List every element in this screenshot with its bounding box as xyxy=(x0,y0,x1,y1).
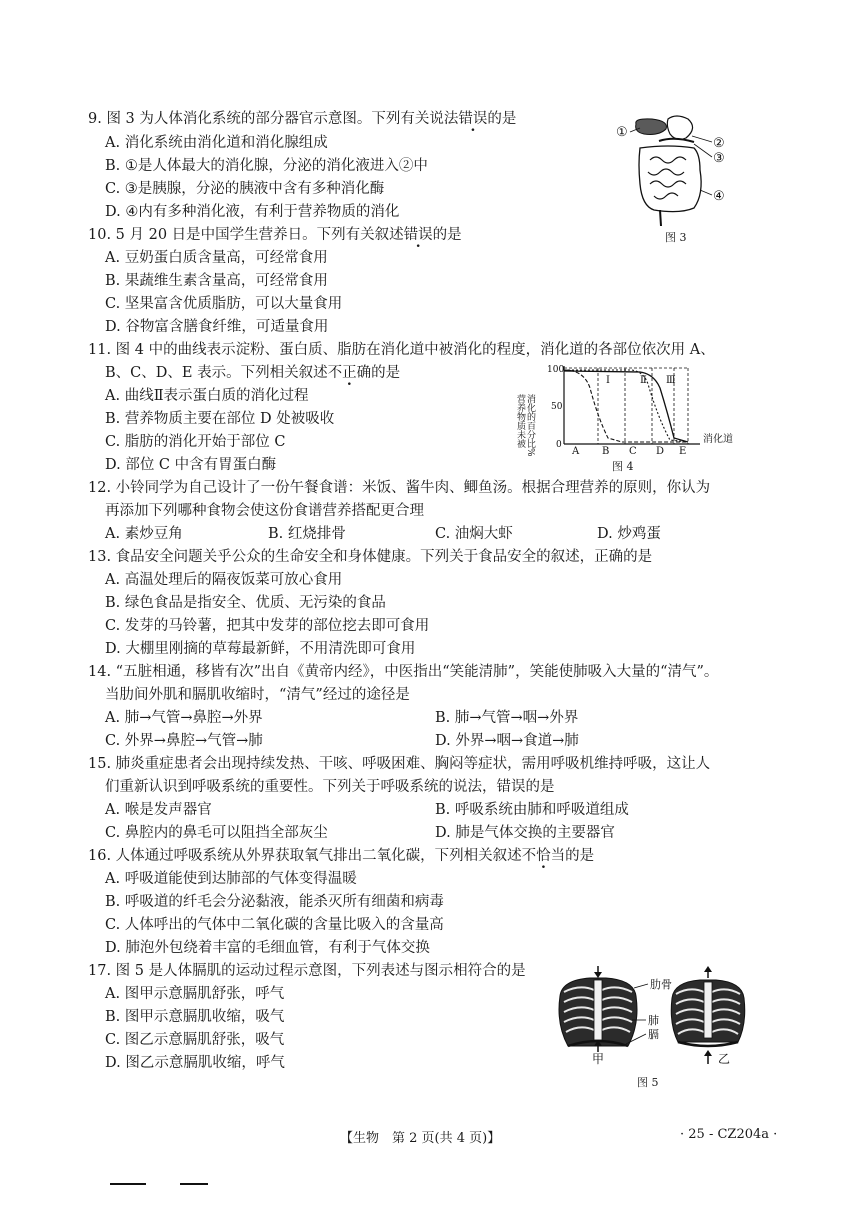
q9-emph-dot: 错误 xyxy=(458,111,488,127)
q17-option-c: C. 图乙示意膈肌舒张，吸气 xyxy=(105,1032,285,1048)
q15-stem-line2: 们重新认识到呼吸系统的重要性。下列关于呼吸系统的说法，错误的是 xyxy=(105,779,555,795)
ribcage-jia xyxy=(559,966,637,1052)
figure-3-digestive-system xyxy=(614,114,734,242)
q17-option-a: A. 图甲示意膈肌舒张，呼气 xyxy=(105,986,285,1002)
figure-4-digestion-curves xyxy=(512,358,752,470)
q11-option-d: D. 部位 C 中含有胃蛋白酶 xyxy=(105,457,277,473)
fig4-curve-label-1: Ⅰ xyxy=(606,375,610,386)
fig5-label-lung: 肺 xyxy=(648,1014,659,1027)
q14-stem-line1: 14. “五脏相通，移皆有次”出自《黄帝内经》，中医指出“笑能清肺”，笑能使肺吸入大量的“清气”。 xyxy=(88,664,719,680)
q9-option-a: A. 消化系统由消化道和消化腺组成 xyxy=(105,135,328,151)
q15-option-b: B. 呼吸系统由肺和呼吸道组成 xyxy=(435,802,629,818)
q9-option-d: D. ④内有多种消化液，有利于营养物质的消化 xyxy=(105,204,400,220)
q9-option-c: C. ③是胰腺，分泌的胰液中含有多种消化酶 xyxy=(105,181,385,197)
q14-option-d: D. 外界→咽→食道→肺 xyxy=(435,733,579,749)
q14-stem-line2: 当肋间外肌和膈肌收缩时，“清气”经过的途径是 xyxy=(105,687,410,703)
fig4-x-b: B xyxy=(602,446,610,457)
fig3-label-3: ③ xyxy=(713,151,725,166)
fig3-label-1: ① xyxy=(616,125,628,140)
q17-option-d: D. 图乙示意膈肌收缩，呼气 xyxy=(105,1055,285,1071)
fig5-label-diaphragm: 膈 xyxy=(648,1028,659,1041)
figure-4-caption: 图 4 xyxy=(612,460,634,473)
q10-option-a: A. 豆奶蛋白质含量高，可经常食用 xyxy=(105,250,328,266)
fig4-x-a: A xyxy=(572,446,580,457)
scan-mark-right xyxy=(180,1183,208,1185)
fig4-ylabel-2: 消化的百分比% xyxy=(525,394,535,457)
fig4-curve-label-2: Ⅱ xyxy=(640,375,647,386)
q13-stem: 13. 食品安全问题关乎公众的生命安全和身体健康。下列关于食品安全的叙述，正确的是 xyxy=(88,549,653,565)
figure-5-diaphragm xyxy=(550,966,765,1066)
q11-option-a: A. 曲线Ⅱ表示蛋白质的消化过程 xyxy=(105,388,309,404)
footer-code: · 25 - CZ204a · xyxy=(680,1127,778,1142)
fig5-label-yi: 乙 xyxy=(718,1052,731,1066)
q12-stem-line2: 再添加下列哪种食物会使这份食谱营养搭配更合理 xyxy=(105,503,424,519)
q14-option-c: C. 外界→鼻腔→气管→肺 xyxy=(105,733,263,749)
q16-option-d: D. 肺泡外包绕着丰富的毛细血管，有利于气体交换 xyxy=(105,940,430,956)
q17-option-b: B. 图甲示意膈肌收缩，吸气 xyxy=(105,1009,285,1025)
q11-stem-line2: B、C、D、E 表示。下列相关叙述不正确的是 xyxy=(105,365,401,381)
q14-option-a: A. 肺→气管→鼻腔→外界 xyxy=(105,710,263,726)
q11-stem-line1: 11. 图 4 中的曲线表示淀粉、蛋白质、脂肪在消化道中被消化的程度，消化道的各部位依次用 A、 xyxy=(88,342,715,358)
q12-option-c: C. 油焖大虾 xyxy=(435,526,513,542)
q12-option-a: A. 素炒豆角 xyxy=(105,526,183,542)
ribcage-yi xyxy=(671,966,745,1064)
fig5-label-rib: 肋骨 xyxy=(650,978,672,991)
footer-page-info: 【生物 第 2 页(共 4 页)】 xyxy=(340,1131,501,1146)
q11-option-b: B. 营养物质主要在部位 D 处被吸收 xyxy=(105,411,335,427)
q16-option-c: C. 人体呼出的气体中二氧化碳的含量比吸入的含量高 xyxy=(105,917,444,933)
fig4-y50: 50 xyxy=(551,402,563,412)
fig4-x-d: D xyxy=(656,446,665,457)
q10-option-c: C. 坚果富含优质脂肪，可以大量食用 xyxy=(105,296,343,312)
q9-stem: 9. 图 3 为人体消化系统的部分器官示意图。下列有关说法错误的是 xyxy=(88,111,517,127)
q13-option-c: C. 发芽的马铃薯，把其中发芽的部位挖去即可食用 xyxy=(105,618,430,634)
q14-option-b: B. 肺→气管→咽→外界 xyxy=(435,710,579,726)
q12-option-d: D. 炒鸡蛋 xyxy=(597,526,661,542)
scan-mark-left xyxy=(110,1183,146,1185)
fig4-xlabel: 消化道 xyxy=(703,434,733,445)
fig4-ylabel-1: 营养物质未被 xyxy=(515,394,525,448)
q16-option-a: A. 呼吸道能使到达肺部的气体变得温暖 xyxy=(105,871,357,887)
q15-option-c: C. 鼻腔内的鼻毛可以阻挡全部灰尘 xyxy=(105,825,328,841)
q13-option-a: A. 高温处理后的隔夜饭菜可放心食用 xyxy=(105,572,343,588)
q17-stem: 17. 图 5 是人体膈肌的运动过程示意图，下列表述与图示相符合的是 xyxy=(88,963,526,979)
fig4-curve-label-3: Ⅲ xyxy=(666,375,676,386)
q12-option-b: B. 红烧排骨 xyxy=(268,526,346,542)
q10-option-d: D. 谷物富含膳食纤维，可适量食用 xyxy=(105,319,329,335)
q16-option-b: B. 呼吸道的纤毛会分泌黏液，能杀灭所有细菌和病毒 xyxy=(105,894,444,910)
fig4-x-e: E xyxy=(679,446,687,457)
fig4-y0: 0 xyxy=(556,440,562,450)
q12-stem-line1: 12. 小铃同学为自己设计了一份午餐食谱：米饭、酱牛肉、鲫鱼汤。根据合理营养的原则，你认为 xyxy=(88,480,711,496)
q11-option-c: C. 脂肪的消化开始于部位 C xyxy=(105,434,286,450)
fig3-label-2: ② xyxy=(713,136,725,151)
figure-3-caption: 图 3 xyxy=(665,231,687,244)
q9-option-b: B. ①是人体最大的消化腺，分泌的消化液进入②中 xyxy=(105,158,428,174)
q10-option-b: B. 果蔬维生素含量高，可经常食用 xyxy=(105,273,328,289)
q16-stem: 16. 人体通过呼吸系统从外界获取氧气排出二氧化碳，下列相关叙述不恰当的是 xyxy=(88,848,595,864)
q13-option-d: D. 大棚里刚摘的草莓最新鲜，不用清洗即可食用 xyxy=(105,641,416,657)
q16-emph-dot: 不恰当 xyxy=(521,848,566,864)
q10-emph-dot: 错误 xyxy=(403,227,433,243)
fig5-label-jia: 甲 xyxy=(592,1052,605,1066)
q13-option-b: B. 绿色食品是指安全、优质、无污染的食品 xyxy=(105,595,386,611)
q15-option-d: D. 肺是气体交换的主要器官 xyxy=(435,825,615,841)
fig3-label-4: ④ xyxy=(713,189,725,204)
fig4-y100: 100 xyxy=(547,365,565,375)
q11-emph-dot: 不正确 xyxy=(327,365,372,381)
fig4-x-c: C xyxy=(629,446,637,457)
q15-option-a: A. 喉是发声器官 xyxy=(105,802,212,818)
q10-stem: 10. 5 月 20 日是中国学生营养日。下列有关叙述错误的是 xyxy=(88,227,462,243)
q15-stem-line1: 15. 肺炎重症患者会出现持续发热、干咳、呼吸困难、胸闷等症状，需用呼吸机维持呼吸，这让人 xyxy=(88,756,711,772)
figure-5-caption: 图 5 xyxy=(637,1076,659,1089)
